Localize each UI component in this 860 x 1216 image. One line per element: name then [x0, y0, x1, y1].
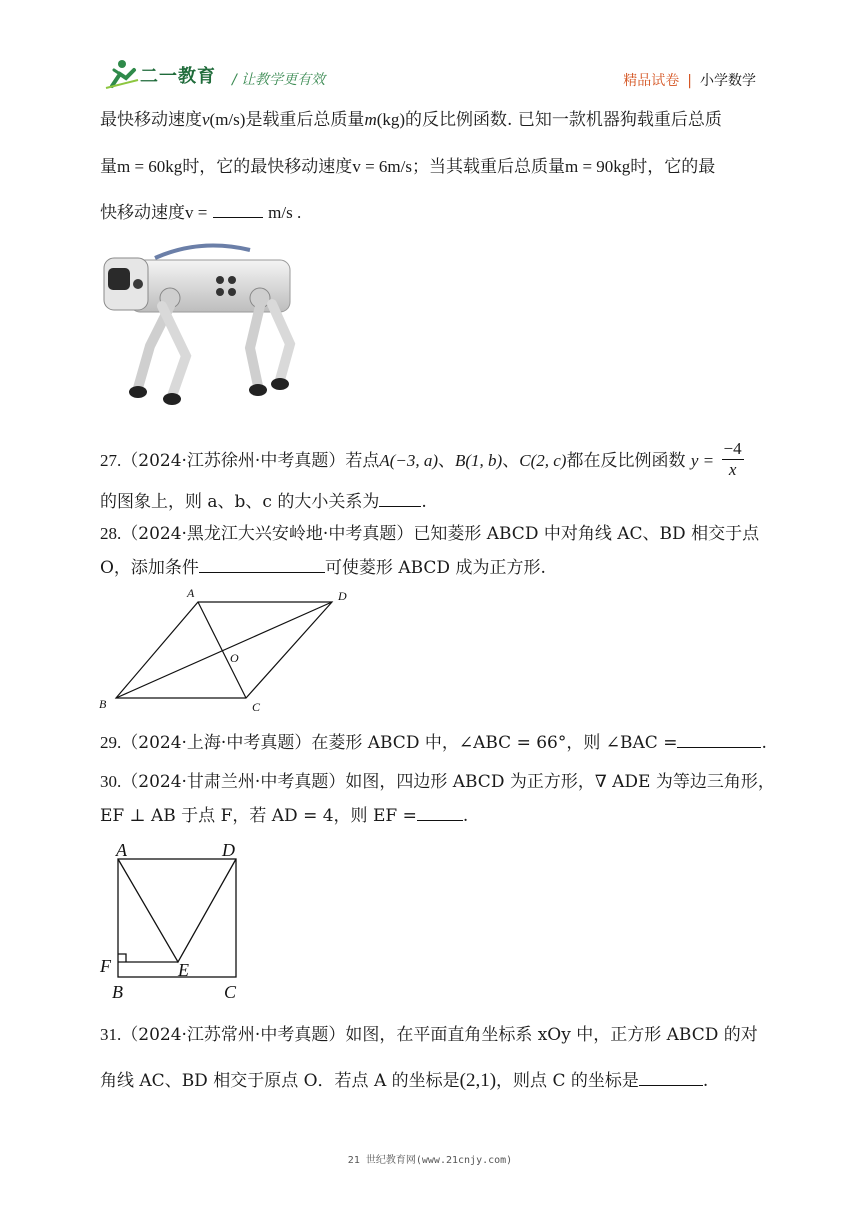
label-A: A — [116, 840, 127, 860]
logo-text: 二一教育 — [140, 66, 216, 87]
brand-tags — [623, 70, 756, 90]
label-B: B — [112, 982, 123, 1002]
label-O: O — [230, 651, 239, 665]
label-C: C — [252, 700, 261, 714]
label-F: F — [100, 956, 111, 976]
q31-line2: 角线 AC、BD 相交于原点 O．若点 A 的坐标是(2,1)，则点 C 的坐标是 . — [100, 1070, 709, 1091]
label-C: C — [224, 982, 237, 1002]
q27-line1: 27.（2024·江苏徐州·中考真题）若点A(−3, a)、B(1, b)、C(2, c)都在反比例函数 y = $\frac{-4}{x}$ — [100, 439, 742, 479]
q26-line1: 最快移动速度v(m/s)是载重后总质量m(kg)的反比例函数. 已知一款机器狗载重后总质 — [100, 110, 722, 130]
rhombus-figure — [96, 584, 358, 716]
q27-line2: 的图象上，则 a、b、c 的大小关系为 . — [100, 492, 427, 512]
q31-line1: 31.（2024·江苏常州·中考真题）如图，在平面直角坐标系 xOy 中，正方形 ABCD 的对 — [100, 1025, 758, 1045]
q30-line2: EF ⊥ AB 于点 F，若 AD = 4，则 EF = . — [100, 806, 469, 826]
label-D: D — [222, 840, 235, 860]
q28-answer-blank[interactable] — [199, 559, 325, 573]
label-A: A — [187, 586, 195, 600]
page-footer: 21 世纪教育网(www.21cnjy.com) — [347, 1155, 513, 1166]
tag-separator: | — [687, 73, 692, 89]
q28-line1: 28.（2024·黑龙江大兴安岭地·中考真题）已知菱形 ABCD 中对角线 AC、BD 相交于点 — [100, 524, 760, 544]
q26-line3: 快移动速度v = m/s . — [100, 203, 302, 223]
q28-line2: O，添加条件 可使菱形 ABCD 成为正方形. — [100, 558, 546, 578]
q30-answer-blank[interactable] — [417, 807, 463, 821]
page-header — [0, 0, 860, 100]
q27-answer-blank[interactable] — [379, 493, 421, 507]
q30-line1: 30.（2024·甘肃兰州·中考真题）如图，四边形 ABCD 为正方形，∇ ADE 为等边三角形， — [100, 772, 775, 792]
robot-dog-image — [100, 236, 305, 414]
q29-line: 29.（2024·上海·中考真题）在菱形 ABCD 中，∠ABC = 66°，则 ∠BAC = . — [100, 733, 767, 753]
tag-premium: 精品试卷 — [623, 73, 680, 89]
label-E: E — [178, 960, 189, 980]
q26-line2: 量m = 60kg时，它的最快移动速度v = 6m/s；当其载重后总质量m = 90kg时，它的最 — [100, 157, 716, 177]
label-D: D — [338, 589, 347, 603]
q31-answer-blank[interactable] — [639, 1072, 703, 1086]
label-B: B — [99, 697, 107, 711]
tag-subject: 小学数学 — [700, 73, 756, 89]
q26-answer-blank[interactable] — [213, 204, 263, 218]
q27-fraction: $\frac{-4}{x}$ — [723, 439, 742, 479]
slogan: / 让教学更有效 — [232, 72, 326, 88]
q29-answer-blank[interactable] — [677, 734, 761, 748]
square-triangle-figure — [96, 838, 246, 1002]
